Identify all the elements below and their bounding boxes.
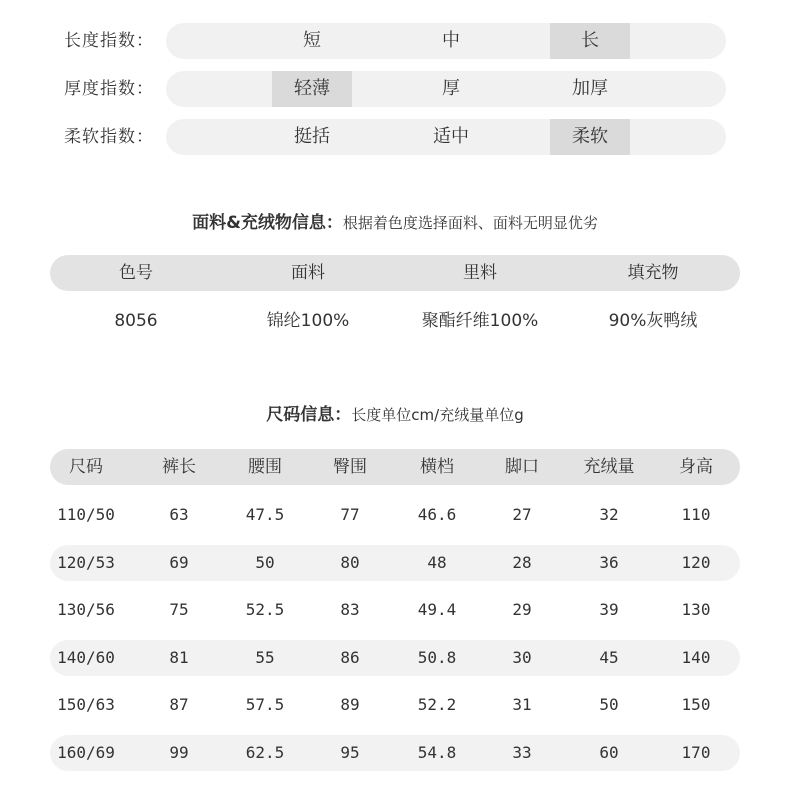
size-cell-down-fill: 32: [599, 505, 619, 524]
size-cell-height: 120: [681, 553, 711, 572]
size-cell-size: 150/63: [57, 695, 115, 714]
size-header-size: 尺码: [69, 457, 103, 477]
size-cell-height: 170: [681, 743, 711, 762]
fabric-header-shell: 面料: [291, 263, 325, 283]
size-cell-waist: 47.5: [245, 505, 285, 524]
size-cell-height: 140: [681, 648, 711, 667]
size-cell-waist: 62.5: [245, 743, 285, 762]
size-header-hip: 臀围: [333, 457, 367, 477]
length-index-row: [0, 23, 790, 59]
fabric-value-filling: 90%灰鸭绒: [608, 311, 698, 331]
size-cell-height: 150: [681, 695, 711, 714]
size-cell-thigh: 52.2: [417, 695, 457, 714]
fabric-value-lining: 聚酯纤维100%: [421, 311, 539, 331]
fabric-note: 根据着色度选择面料、面料无明显优劣: [342, 214, 598, 232]
size-cell-hip: 80: [340, 553, 360, 572]
thickness-option-light-selected: 轻薄: [272, 71, 352, 107]
size-cell-size: 160/69: [57, 743, 115, 762]
size-cell-size: 130/56: [57, 600, 115, 619]
size-section-title: [0, 400, 790, 425]
size-note: 长度单位cm/充绒量单位g: [351, 406, 524, 424]
thickness-index-label: 厚度指数：: [64, 79, 154, 99]
size-cell-down-fill: 50: [599, 695, 619, 714]
length-option-long-selected: 长: [550, 23, 630, 59]
softness-option-stiff: 挺括: [294, 126, 330, 147]
size-cell-size: 110/50: [57, 505, 115, 524]
length-index-label: 长度指数：: [64, 31, 154, 51]
thickness-option-thick: 厚: [442, 78, 460, 99]
size-cell-height: 130: [681, 600, 711, 619]
size-table-row: [50, 497, 740, 533]
size-cell-pants-length: 99: [169, 743, 189, 762]
size-header-down-fill: 充绒量: [583, 457, 635, 477]
length-index-bar: [166, 23, 726, 59]
fabric-title: 面料&充绒物信息：: [192, 213, 343, 233]
size-table-row: [50, 640, 740, 676]
size-cell-hip: 89: [340, 695, 360, 714]
size-cell-thigh: 50.8: [417, 648, 457, 667]
size-title: 尺码信息：: [266, 405, 352, 425]
length-option-medium: 中: [442, 30, 460, 51]
size-cell-hem: 31: [512, 695, 532, 714]
size-cell-hem: 29: [512, 600, 532, 619]
fabric-table-row: [50, 303, 740, 339]
fabric-table-header: [50, 255, 740, 291]
size-cell-pants-length: 69: [169, 553, 189, 572]
size-cell-pants-length: 63: [169, 505, 189, 524]
thickness-index-row: [0, 71, 790, 107]
size-table-row: [50, 545, 740, 581]
softness-index-row: [0, 119, 790, 155]
fabric-header-color-code: 色号: [119, 263, 153, 283]
size-header-pants-length: 裤长: [162, 457, 196, 477]
size-cell-hip: 86: [340, 648, 360, 667]
softness-index-label: 柔软指数：: [64, 127, 154, 147]
size-table-header: [50, 449, 740, 485]
size-cell-down-fill: 45: [599, 648, 619, 667]
size-cell-thigh: 46.6: [417, 505, 457, 524]
size-cell-height: 110: [681, 505, 711, 524]
size-cell-waist: 50: [255, 553, 275, 572]
fabric-header-filling: 填充物: [627, 263, 679, 283]
size-cell-hip: 77: [340, 505, 360, 524]
size-cell-down-fill: 39: [599, 600, 619, 619]
size-cell-hem: 33: [512, 743, 532, 762]
softness-index-bar: [166, 119, 726, 155]
fabric-section-title: [0, 208, 790, 233]
size-header-waist: 腰围: [248, 457, 282, 477]
fabric-value-color-code: 8056: [114, 311, 158, 331]
size-cell-pants-length: 87: [169, 695, 189, 714]
thickness-index-bar: [166, 71, 726, 107]
size-cell-pants-length: 81: [169, 648, 189, 667]
size-cell-waist: 55: [255, 648, 275, 667]
size-table-row: [50, 735, 740, 771]
size-cell-hem: 28: [512, 553, 532, 572]
size-table-row: [50, 687, 740, 723]
size-cell-down-fill: 36: [599, 553, 619, 572]
softness-option-soft-selected: 柔软: [550, 119, 630, 155]
length-option-short: 短: [303, 30, 321, 51]
size-cell-down-fill: 60: [599, 743, 619, 762]
size-header-thigh: 横档: [420, 457, 454, 477]
size-header-hem: 脚口: [505, 457, 539, 477]
fabric-value-shell: 锦纶100%: [266, 311, 350, 331]
size-cell-hip: 95: [340, 743, 360, 762]
size-cell-hem: 30: [512, 648, 532, 667]
size-cell-hip: 83: [340, 600, 360, 619]
size-cell-waist: 57.5: [245, 695, 285, 714]
thickness-option-extra-thick: 加厚: [572, 78, 608, 99]
size-cell-hem: 27: [512, 505, 532, 524]
size-cell-pants-length: 75: [169, 600, 189, 619]
size-cell-size: 120/53: [57, 553, 115, 572]
fabric-header-lining: 里料: [463, 263, 497, 283]
size-cell-thigh: 48: [427, 553, 447, 572]
softness-option-moderate: 适中: [433, 126, 469, 147]
size-cell-thigh: 54.8: [417, 743, 457, 762]
size-table-row: [50, 592, 740, 628]
size-cell-size: 140/60: [57, 648, 115, 667]
size-header-height: 身高: [679, 457, 713, 477]
size-cell-waist: 52.5: [245, 600, 285, 619]
size-cell-thigh: 49.4: [417, 600, 457, 619]
